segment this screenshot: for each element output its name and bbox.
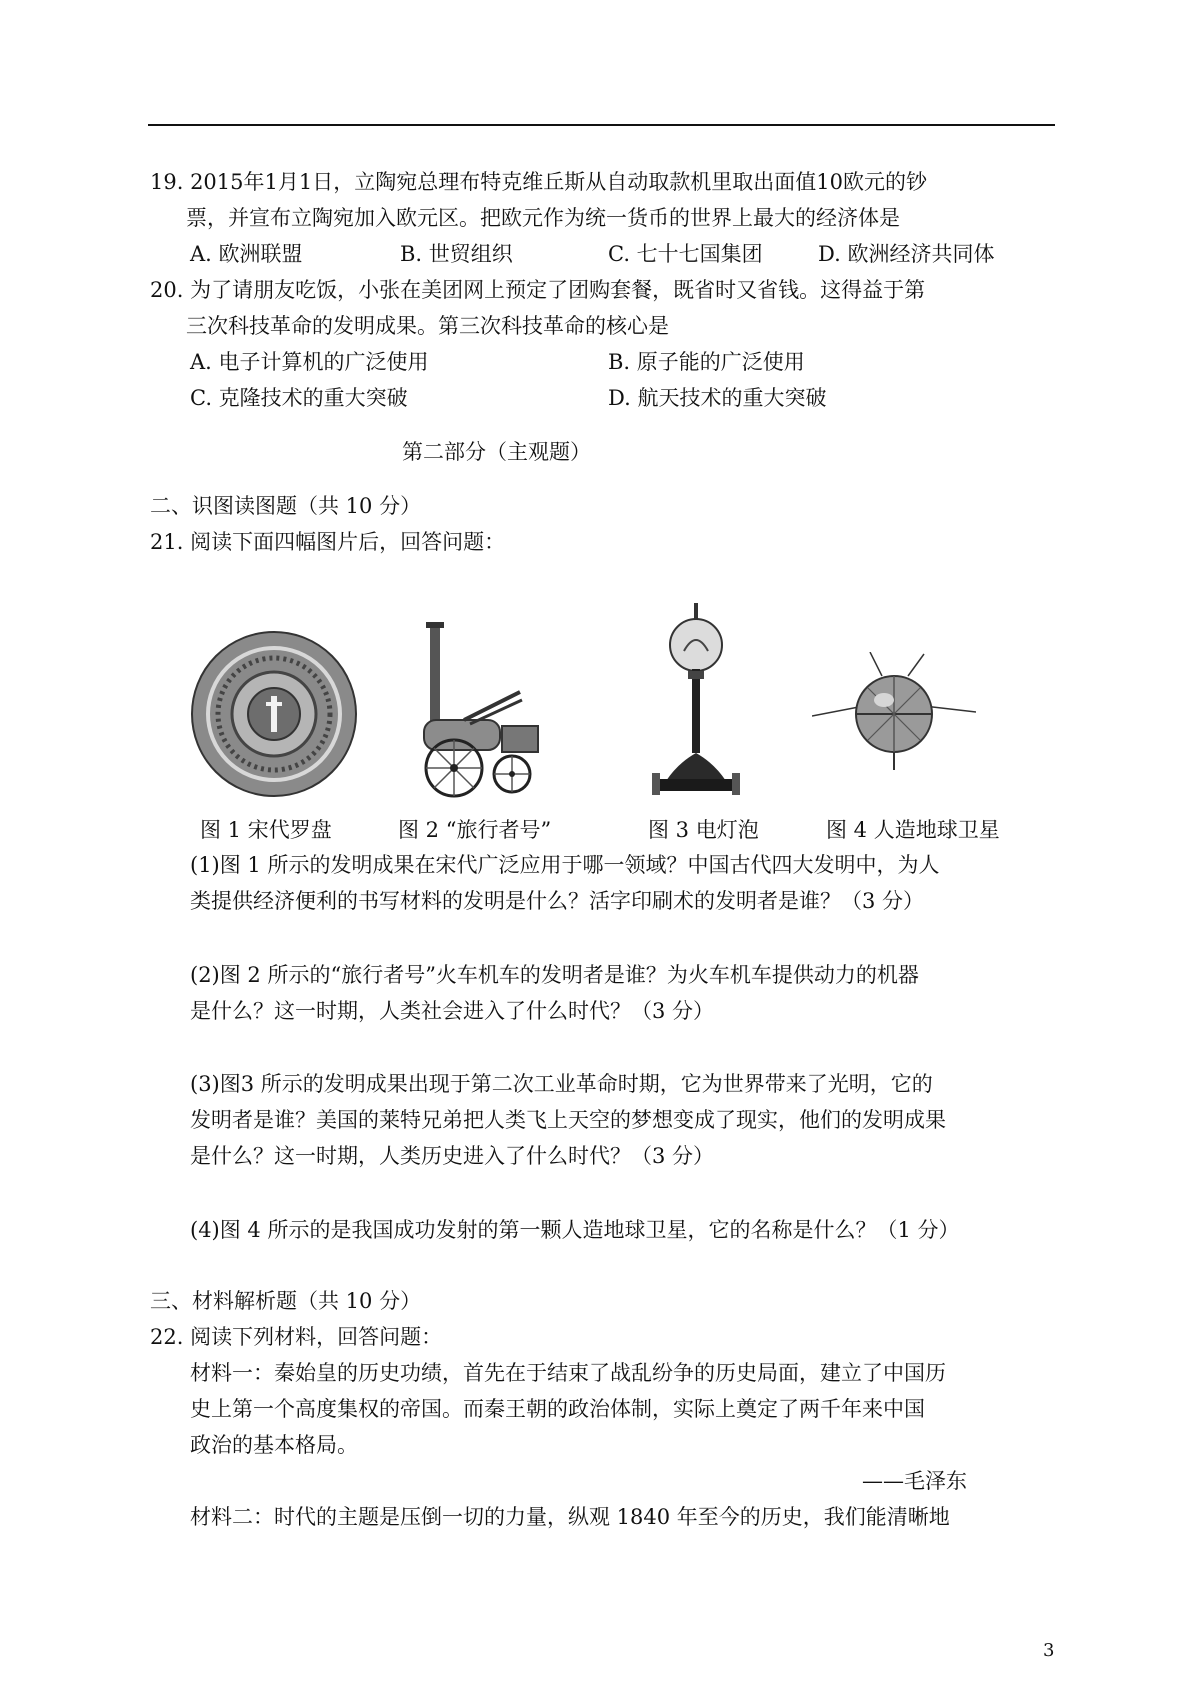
q20-line2: 三次科技革命的发明成果。第三次科技革命的核心是 xyxy=(186,314,669,338)
q22-material1-source: ——毛泽东 xyxy=(862,1469,967,1493)
q21-sub2-line1: (2)图 2 所示的“旅行者号”火车机车的发明者是谁？为火车机车提供动力的机器 xyxy=(190,963,919,987)
q20-option-a: A. 电子计算机的广泛使用 xyxy=(190,350,429,374)
section2-title: 二、识图读图题（共 10 分） xyxy=(150,494,422,518)
page-number: 3 xyxy=(1043,1640,1055,1661)
light-bulb-figure xyxy=(648,603,744,797)
q22-material1-line2: 史上第一个高度集权的帝国。而秦王朝的政治体制，实际上奠定了两千年来中国 xyxy=(190,1397,925,1421)
q19-option-d: D. 欧洲经济共同体 xyxy=(818,242,995,266)
q22-stem: 22. 阅读下列材料，回答问题： xyxy=(150,1325,443,1349)
q19-option-b: B. 世贸组织 xyxy=(400,242,513,266)
q20-option-d: D. 航天技术的重大突破 xyxy=(608,386,827,410)
figure3-caption: 图 3 电灯泡 xyxy=(648,818,759,842)
satellite-figure xyxy=(812,652,976,772)
q21-sub4-line1: (4)图 4 所示的是我国成功发射的第一颗人造地球卫星，它的名称是什么？（1 分） xyxy=(190,1218,960,1242)
q19-line1: 19. 2015年1月1日，立陶宛总理布特克维丘斯从自动取款机里取出面值10欧元的钞 xyxy=(150,170,927,194)
q20-line1: 20. 为了请朋友吃饭，小张在美团网上预定了团购套餐，既省时又省钱。这得益于第 xyxy=(150,278,926,302)
q19-option-a: A. 欧洲联盟 xyxy=(190,242,303,266)
q22-material1-line3: 政治的基本格局。 xyxy=(190,1433,358,1457)
rocket-locomotive-figure xyxy=(412,622,544,798)
q21-sub3-line1: (3)图3 所示的发明成果出现于第二次工业革命时期，它为世界带来了光明，它的 xyxy=(190,1072,933,1096)
q21-sub1-line1: (1)图 1 所示的发明成果在宋代广泛应用于哪一领域？中国古代四大发明中，为人 xyxy=(190,853,940,877)
figure1-caption: 图 1 宋代罗盘 xyxy=(200,818,332,842)
q19-line2: 票，并宣布立陶宛加入欧元区。把欧元作为统一货币的世界上最大的经济体是 xyxy=(186,206,900,230)
section3-title: 三、材料解析题（共 10 分） xyxy=(150,1289,422,1313)
q21-sub3-line2: 发明者是谁？美国的莱特兄弟把人类飞上天空的梦想变成了现实，他们的发明成果 xyxy=(190,1108,946,1132)
q22-material2-line1: 材料二：时代的主题是压倒一切的力量，纵观 1840 年至今的历史，我们能清晰地 xyxy=(190,1505,950,1529)
q21-sub3-line3: 是什么？这一时期，人类历史进入了什么时代？（3 分） xyxy=(190,1144,715,1168)
part2-title: 第二部分（主观题） xyxy=(402,440,591,464)
q20-option-b: B. 原子能的广泛使用 xyxy=(608,350,805,374)
q21-sub1-line2: 类提供经济便利的书写材料的发明是什么？活字印刷术的发明者是谁？（3 分） xyxy=(190,889,925,913)
compass-figure xyxy=(190,630,358,798)
figure4-caption: 图 4 人造地球卫星 xyxy=(826,818,1000,842)
q21-stem: 21. 阅读下面四幅图片后，回答问题： xyxy=(150,530,506,554)
q21-sub2-line2: 是什么？这一时期，人类社会进入了什么时代？（3 分） xyxy=(190,999,715,1023)
q19-option-c: C. 七十七国集团 xyxy=(608,242,763,266)
q22-material1-line1: 材料一：秦始皇的历史功绩，首先在于结束了战乱纷争的历史局面，建立了中国历 xyxy=(190,1361,946,1385)
header-rule xyxy=(148,124,1055,126)
q20-option-c: C. 克隆技术的重大突破 xyxy=(190,386,408,410)
figure2-caption: 图 2 “旅行者号” xyxy=(398,818,552,842)
